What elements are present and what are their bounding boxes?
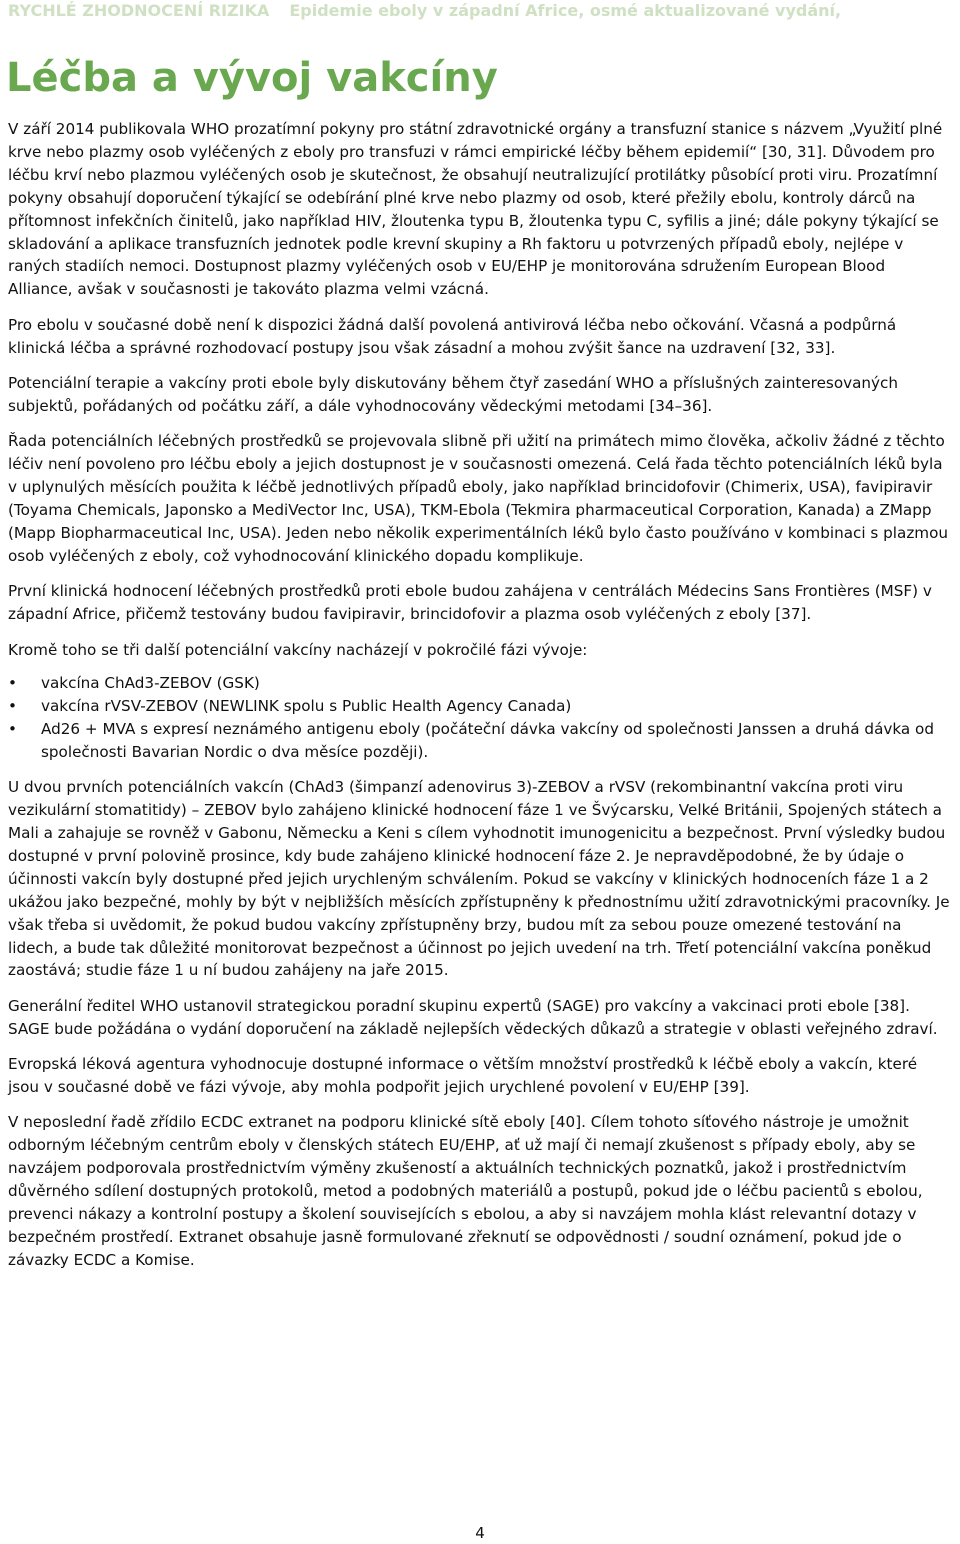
paragraph-ecdc-extranet: V neposlední řadě zřídilo ECDC extranet na podporu klinické sítě eboly [40]. Cílem tohoto síťového nástroje je umožnit odborným léčebným centrům eboly v členských státech EU/EHP, ať už mají či nemají zkušenost s případy eboly, aby se navzájem podporovala prostřednictvím výměny zkušeností a aktuálních technických poznatků, jakož i prostřednictvím důvěrného sdílení dostupných protokolů, metod a podobných materiálů a postupů, pokud jde o léčbu pacientů s ebolou, prevenci nákazy a kontrolní postupy a školení souvisejících s ebolou, a aby si navzájem mohla klást relevantní dotazy v bezpečném prostředí. Extranet obsahuje jasně formulované zřeknutí se odpovědnosti / soudní oznámení, pokud jde o závazky ECDC a Komise. bbox=[8, 1113, 923, 1269]
page-number: 4 bbox=[475, 1524, 485, 1542]
paragraph-ema: Evropská léková agentura vyhodnocuje dostupné informace o větším množství prostředků k léčbě eboly a vakcín, které jsou v současné době ve fázi vývoje, aby mohla podpořit jejich urychlené povolení v EU/EHP [39]. bbox=[8, 1055, 918, 1097]
list-item-text: vakcína ChAd3-ZEBOV (GSK) bbox=[41, 674, 260, 693]
paragraph-experimental-drugs: Řada potenciálních léčebných prostředků se projevovala slibně při užití na primátech mimo člověka, ačkoliv žádné z těchto léčiv není povoleno pro léčbu eboly a jejich dostupnost je v současnosti omezená. Celá řada těchto potenciálních léků byla v uplynulých měsících použita k léčbě jednotlivých případů eboly, jako například brincidofovir (Chimerix, USA), favipiravir (Toyama Chemicals, Japonsko a MediVector Inc, USA), TKM-Ebola (Tekmira pharmaceutical Corporation, Kanada) a ZMapp (Mapp Biopharmaceutical Inc, USA). Jeden nebo několik experimentálních léků bylo často používáno v kombinaci s plazmou osob vyléčených z eboly, což vyhodnocování klinického dopadu komplikuje. bbox=[8, 432, 948, 565]
paragraph-vaccines-intro: Kromě toho se tři další potenciální vakcíny nacházejí v pokročilé fázi vývoje: bbox=[8, 640, 588, 659]
list-item bbox=[8, 718, 952, 764]
paragraph-msf-trials: První klinická hodnocení léčebných prostředků proti ebole budou zahájena v centrálách Médecins Sans Frontières (MSF) v západní Africe, přičemž testovány budou favipiravir, brincidofovir a plazma osob vyléčených z eboly [37]. bbox=[8, 582, 932, 624]
bullet-icon: • bbox=[8, 719, 17, 738]
vaccine-list bbox=[8, 672, 952, 764]
list-item-text: vakcína rVSV-ZEBOV (NEWLINK spolu s Public Health Agency Canada) bbox=[41, 696, 572, 715]
running-header bbox=[8, 0, 952, 24]
header-right-text: Epidemie eboly v západní Africe, osmé aktualizované vydání, bbox=[289, 1, 842, 20]
header-left-text: RYCHLÉ ZHODNOCENÍ RIZIKA bbox=[8, 1, 270, 20]
document-body bbox=[8, 118, 952, 1284]
bullet-icon: • bbox=[8, 674, 17, 693]
list-item bbox=[8, 695, 952, 718]
paragraph-sage: Generální ředitel WHO ustanovil strategickou poradní skupinu expertů (SAGE) pro vakcíny a vakcinaci proti ebole [38]. SAGE bude požádána o vydání doporučení na základě nejlepších vědeckých důkazů a strategie v oblasti veřejného zdraví. bbox=[8, 996, 938, 1038]
section-title: Léčba a vývoj vakcíny bbox=[6, 55, 498, 101]
paragraph-no-treatment: Pro ebolu v současné době není k dispozici žádná další povolená antivirová léčba nebo očkování. Včasná a podpůrná klinická léčba a správné rozhodovací postupy jsou však zásadní a mohou zvýšit šance na uzdravení [32, 33]. bbox=[8, 315, 897, 357]
list-item bbox=[8, 672, 952, 695]
paragraph-clinical-trials: U dvou prvních potenciálních vakcín (ChAd3 (šimpanzí adenovirus 3)-ZEBOV a rVSV (rekombinantní vakcína proti viru vezikulární stomatitidy) – ZEBOV bylo zahájeno klinické hodnocení fáze 1 ve Švýcarsku, Velké Británii, Spojených státech a Mali a zahajuje se rovněž v Gabonu, Německu a Keni s cílem vyhodnotit imunogenicitu a bezpečnost. První výsledky budou dostupné v první polovině prosince, kdy bude zahájeno klinické hodnocení fáze 2. Je nepravděpodobné, že by údaje o účinnosti vakcín byly dostupné před jejich urychleným schválením. Pokud se vakcíny v klinických hodnoceních fáze 1 a 2 ukážou jako bezpečné, mohly by být v nejbližších měsících zpřístupněny k přednostnímu užití zdravotnickými pracovníky. Je však třeba si uvědomit, že pokud budou vakcíny zpřístupněny brzy, budou mít za sebou pouze omezené testování na lidech, a bude tak důležité monitorovat bezpečnost a účinnost po jejich uvedení na trh. Třetí potenciální vakcína poněkud zaostává; studie fáze 1 u ní budou zahájeny na jaře 2015. bbox=[8, 778, 950, 980]
list-item-text: Ad26 + MVA s expresí neznámého antigenu eboly (počáteční dávka vakcíny od společnosti Janssen a druhá dávka od společnosti Bavarian Nordic o dva měsíce později). bbox=[41, 719, 934, 761]
bullet-icon: • bbox=[8, 696, 17, 715]
paragraph-who-meetings: Potenciální terapie a vakcíny proti ebole byly diskutovány během čtyř zasedání WHO a příslušných zainteresovaných subjektů, pořádaných od počátku září, a dále vyhodnocovány vědeckými metodami [34–36]. bbox=[8, 374, 899, 415]
paragraph-plasma-guidelines: V září 2014 publikovala WHO prozatímní pokyny pro státní zdravotnické orgány a transfuzní stanice s názvem „Využití plné krve nebo plazmy osob vyléčených z eboly pro transfuzi v rámci empirické léčby během epidemií“ [30, 31]. Důvodem pro léčbu krví nebo plazmou vyléčených osob je skutečnost, že obsahují neutralizující protilátky působící proti viru. Prozatímní pokyny obsahují doporučení týkající se odebírání plné krve nebo plazmy od osob, které přežily ebolu, kontroly dárců na přítomnost infekčních činitelů, jako například HIV, žloutenka typu B, žloutenka typu C, syfilis a jiné; dále pokyny týkající se skladování a aplikace transfuzních jednotek podle krevní skupiny a Rh faktoru u potvrzených případů eboly, nejlépe v raných stadiích nemoci. Dostupnost plazmy vyléčených osob v EU/EHP je monitorována sdružením European Blood Alliance, avšak v současnosti je takováto plazma velmi vzácná. bbox=[8, 120, 943, 299]
